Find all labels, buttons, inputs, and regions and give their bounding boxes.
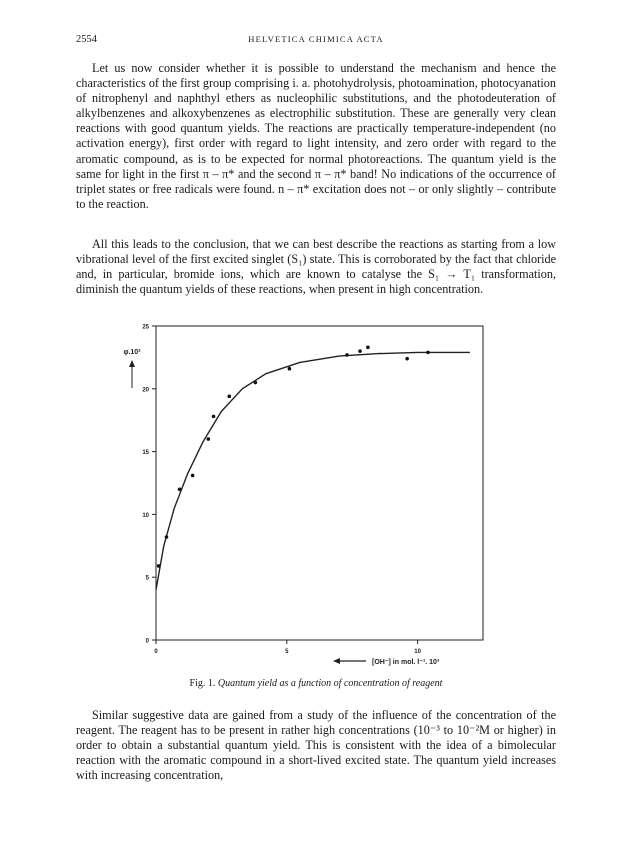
journal-title: HELVETICA CHIMICA ACTA (248, 34, 384, 44)
paragraph-1: Let us now consider whether it is possible to understand the mechanism and hence the characteristics of the first group comprising i. a. photohydrolysis, photoamination, photocyanation of nitrophenyl and naphthyl ethers as nucleophilic substitutions, and the photodeuteration of alkylbenzenes and alkoxybenzenes as electrophilic substitution. These are generally very clean reactions with good quantum yields. The reactions are practically temperature-independent (no activation energy), first order with regard to light intensity, and zero order with regard to the aromatic compound, as is to be expected for normal photoreactions. The quantum yield is the same for light in the first π – π* and the second π – π* band! No indications of the occurrence of triplet states or free radicals were found. n – π* excitation does not – or only slightly – contribute to the reaction. (76, 61, 556, 211)
x-tick-label: 10 (414, 649, 421, 655)
y-tick-label: 5 (145, 575, 149, 582)
x-tick-label: 5 (285, 649, 289, 655)
data-point (288, 367, 292, 371)
paragraph-3: Similar suggestive data are gained from a study of the influence of the concentration of the reagent. The reagent has to be present in rather high concentrations (10⁻³ to 10⁻²M or higher) in order to obtain a substantial quantum yield. This is consistent with the idea of a bimolecular reaction with the aromatic compound in a short-lived excited state. The quantum yield increases with increasing concentration, (76, 708, 556, 783)
quantum-yield-chart (118, 318, 498, 680)
fit-curve (156, 352, 470, 589)
data-point (254, 381, 258, 385)
y-axis-arrowhead (129, 360, 135, 367)
paragraph-2: All this leads to the conclusion, that we can best describe the reactions as starting from a low vibrational level of the first excited singlet (S₁) state. This is corroborated by the fact that chloride and, in particular, bromide ions, which are known to catalyse the S₁ → T₁ transformation, diminish the quantum yields of these reactions, when present in high concentration. (76, 237, 556, 297)
data-point (426, 351, 430, 355)
data-point (227, 395, 231, 399)
data-point (165, 535, 169, 539)
x-axis-label: [OH⁻] in mol. l⁻¹. 10³ (372, 659, 440, 666)
data-point (191, 474, 195, 478)
x-axis-arrowhead (333, 658, 340, 664)
data-point (178, 487, 182, 491)
y-tick-label: 10 (142, 512, 149, 519)
plot-frame (156, 326, 483, 640)
data-point (157, 564, 161, 568)
data-point (405, 357, 409, 361)
data-point (366, 346, 370, 350)
figure-caption (76, 678, 556, 689)
y-tick-label: 0 (145, 638, 149, 645)
figure-caption-prefix: Fig. 1. (189, 678, 216, 689)
page-number: 2554 (76, 34, 97, 45)
data-point (212, 415, 216, 419)
data-point (207, 437, 211, 441)
y-axis-label: φ.10² (123, 349, 141, 356)
data-point (358, 349, 362, 353)
page-header (76, 34, 556, 48)
x-tick-label: 0 (154, 649, 158, 655)
data-point (345, 353, 349, 357)
y-tick-label: 25 (142, 324, 149, 331)
y-tick-label: 15 (142, 450, 149, 457)
y-tick-label: 20 (142, 387, 149, 394)
figure-caption-text: Quantum yield as a function of concentration of reagent (217, 678, 443, 689)
